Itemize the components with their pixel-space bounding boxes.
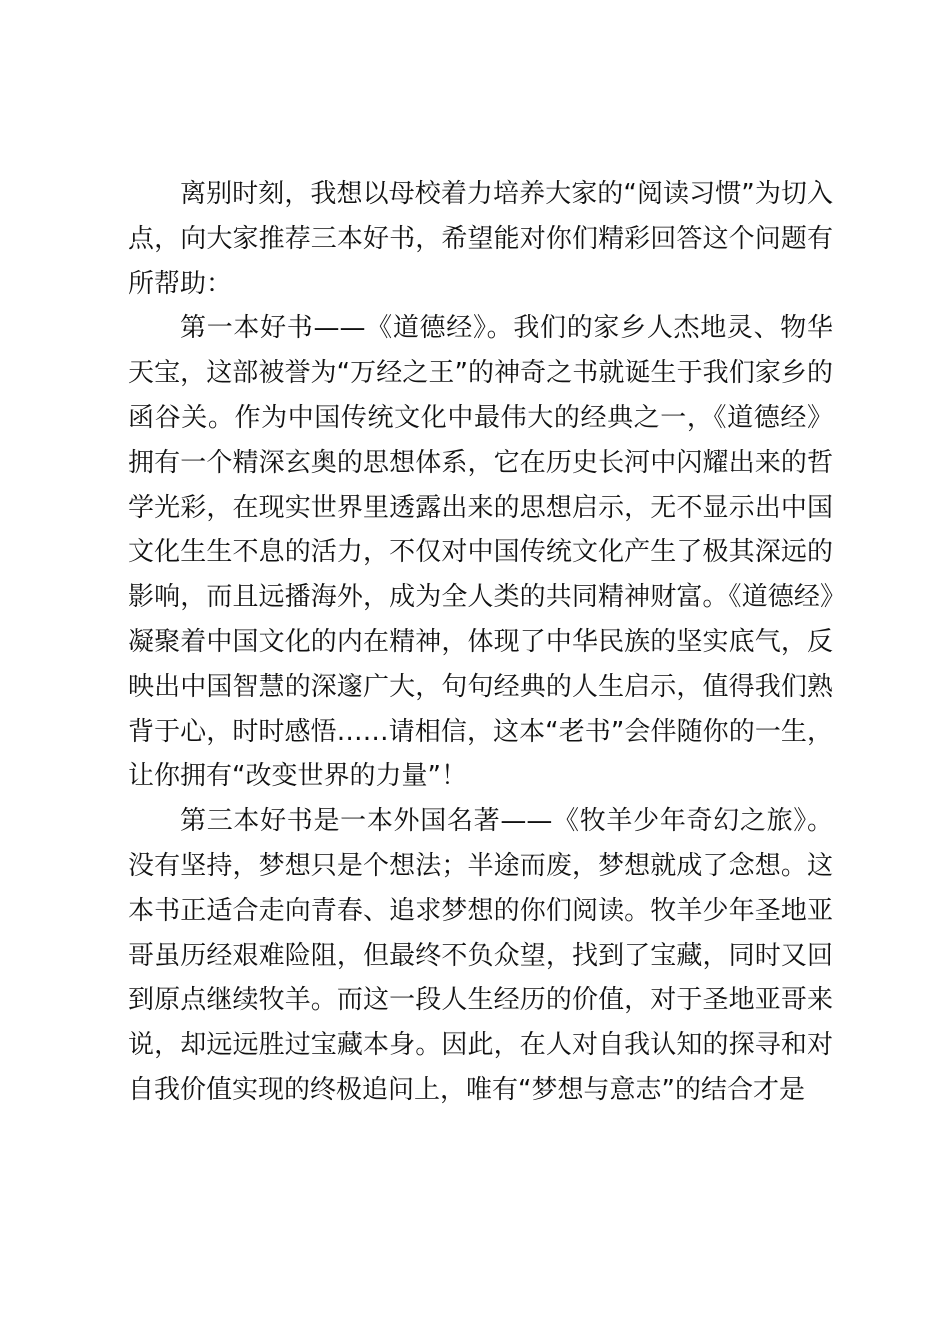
body-text <box>128 172 833 1113</box>
paragraph-third-book: 第三本好书是一本外国名著——《牧羊少年奇幻之旅》。没有坚持，梦想只是个想法；半途而废，梦想就成了念想。这本书正适合走向青春、追求梦想的你们阅读。牧羊少年圣地亚哥虽历经艰难险阻，但最终不负众望，找到了宝藏，同时又回到原点继续牧羊。而这一段人生经历的价值，对于圣地亚哥来说，却远远胜过宝藏本身。因此，在人对自我认知的探寻和对自我价值实现的终极追问上，唯有“梦想与意志”的结合才是 <box>128 806 833 1105</box>
paragraph-first-book: 第一本好书——《道德经》。我们的家乡人杰地灵、物华天宝，这部被誉为“万经之王”的神奇之书就诞生于我们家乡的函谷关。作为中国传统文化中最伟大的经典之一，《道德经》拥有一个精深玄奥的思想体系，它在历史长河中闪耀出来的哲学光彩，在现实世界里透露出来的思想启示，无不显示出中国文化生生不息的活力，不仅对中国传统文化产生了极其深远的影响，而且远播海外，成为全人类的共同精神财富。《道德经》凝聚着中国文化的内在精神，体现了中华民族的坚实底气，反映出中国智慧的深邃广大，句句经典的人生启示，值得我们熟背于心，时时感悟……请相信，这本“老书”会伴随你的一生，让你拥有“改变世界的力量”！ <box>128 313 833 792</box>
paragraph-intro: 离别时刻，我想以母校着力培养大家的“阅读习惯”为切入点，向大家推荐三本好书，希望能对你们精彩回答这个问题有所帮助： <box>128 179 833 299</box>
